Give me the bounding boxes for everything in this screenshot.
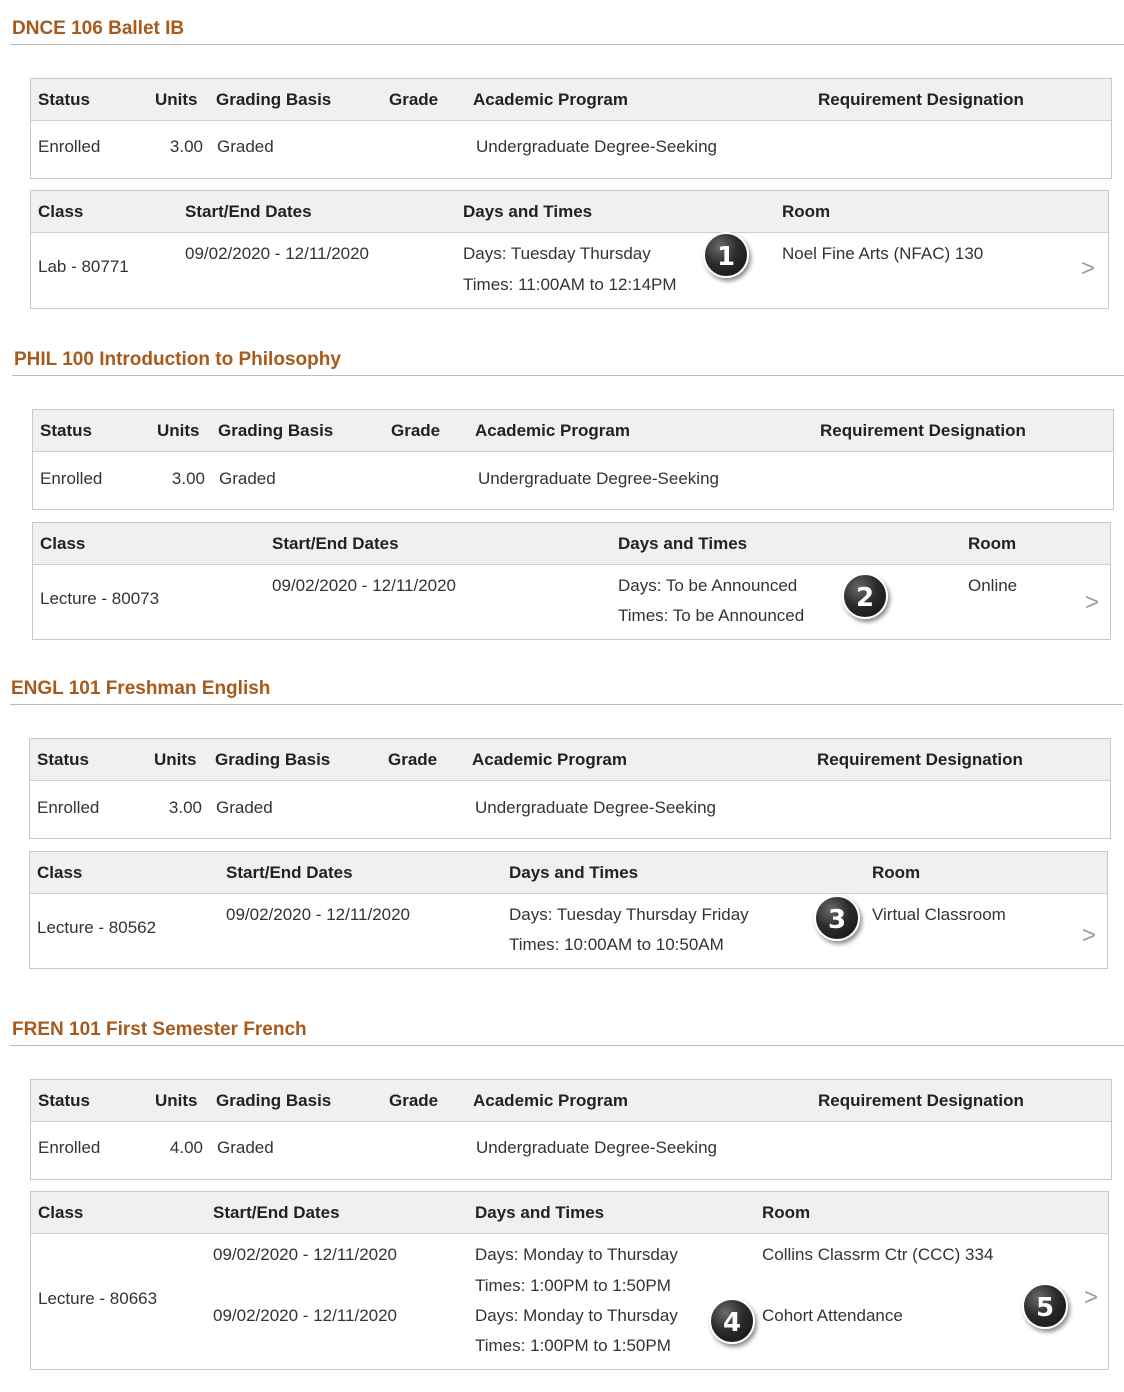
table-header bbox=[33, 523, 1110, 565]
header-class: Class bbox=[37, 863, 83, 882]
units-value: 4.00 bbox=[169, 1138, 203, 1157]
meeting-dates: 09/02/2020 - 12/11/2020 bbox=[185, 244, 370, 263]
meeting-days: Days: Monday to Thursday bbox=[475, 1306, 678, 1325]
meeting-room: Cohort Attendance bbox=[762, 1306, 903, 1325]
program-value: Undergraduate Degree-Seeking bbox=[476, 137, 717, 156]
status-value: Enrolled bbox=[38, 137, 101, 156]
status-value: Enrolled bbox=[40, 469, 103, 488]
course-title: ENGL 101 Freshman English bbox=[11, 678, 271, 699]
class-table[interactable] bbox=[29, 851, 1108, 969]
class-section: Lecture - 80663 bbox=[38, 1289, 158, 1308]
course-title: PHIL 100 Introduction to Philosophy bbox=[14, 349, 341, 370]
meeting-days: Days: Monday to Thursday bbox=[475, 1245, 678, 1264]
status-value: Enrolled bbox=[38, 1138, 101, 1157]
header-units: Units bbox=[154, 750, 197, 769]
callout-marker: 2 bbox=[842, 573, 888, 619]
header-grading-basis: Grading Basis bbox=[216, 1091, 332, 1110]
program-value: Undergraduate Degree-Seeking bbox=[476, 1138, 717, 1157]
header-units: Units bbox=[155, 1091, 198, 1110]
header-academic-program: Academic Program bbox=[473, 90, 628, 109]
header-grading-basis: Grading Basis bbox=[215, 750, 331, 769]
header-room: Room bbox=[968, 534, 1017, 553]
meeting-room: Online bbox=[968, 576, 1018, 595]
meeting-dates: 09/02/2020 - 12/11/2020 bbox=[213, 1245, 398, 1264]
header-dates: Start/End Dates bbox=[272, 534, 399, 553]
program-value: Undergraduate Degree-Seeking bbox=[478, 469, 719, 488]
enrollment-table bbox=[29, 738, 1111, 839]
meeting-days: Days: To be Announced bbox=[618, 576, 798, 595]
header-requirement: Requirement Designation bbox=[817, 750, 1023, 769]
header-units: Units bbox=[155, 90, 198, 109]
status-value: Enrolled bbox=[37, 798, 100, 817]
units-value: 3.00 bbox=[169, 137, 203, 156]
program-value: Undergraduate Degree-Seeking bbox=[475, 798, 716, 817]
callout-marker: 5 bbox=[1022, 1283, 1068, 1329]
meeting-times: Times: 10:00AM to 10:50AM bbox=[509, 935, 724, 954]
header-grading-basis: Grading Basis bbox=[218, 421, 334, 440]
meeting-dates: 09/02/2020 - 12/11/2020 bbox=[272, 576, 457, 595]
meeting-dates: 09/02/2020 - 12/11/2020 bbox=[213, 1306, 398, 1325]
header-grade: Grade bbox=[388, 750, 438, 769]
header-status: Status bbox=[37, 750, 89, 769]
class-section: Lecture - 80562 bbox=[37, 918, 157, 937]
header-days-times: Days and Times bbox=[463, 202, 593, 221]
course-title: FREN 101 First Semester French bbox=[12, 1019, 307, 1040]
header-status: Status bbox=[38, 90, 90, 109]
header-requirement: Requirement Designation bbox=[818, 1091, 1024, 1110]
header-days-times: Days and Times bbox=[509, 863, 639, 882]
meeting-days: Days: Tuesday Thursday bbox=[463, 244, 651, 263]
grading-value: Graded bbox=[217, 137, 274, 156]
enrollment-table bbox=[32, 409, 1114, 510]
grading-value: Graded bbox=[217, 1138, 274, 1157]
class-table[interactable] bbox=[30, 190, 1109, 309]
meeting-times: Times: 1:00PM to 1:50PM bbox=[475, 1336, 671, 1355]
class-section: Lecture - 80073 bbox=[40, 589, 160, 608]
callout-marker: 3 bbox=[814, 895, 860, 941]
header-days-times: Days and Times bbox=[618, 534, 748, 553]
enrollment-table bbox=[30, 1079, 1112, 1180]
meeting-times: Times: 11:00AM to 12:14PM bbox=[463, 275, 677, 294]
meeting-times: Times: To be Announced bbox=[618, 606, 805, 625]
chevron-right-icon[interactable]: > bbox=[1084, 589, 1099, 616]
meeting-room: Collins Classrm Ctr (CCC) 334 bbox=[762, 1245, 994, 1264]
meeting-times: Times: 1:00PM to 1:50PM bbox=[475, 1276, 671, 1295]
callout-marker: 4 bbox=[709, 1298, 755, 1344]
meeting-days: Days: Tuesday Thursday Friday bbox=[509, 905, 749, 924]
course-title: DNCE 106 Ballet IB bbox=[12, 18, 185, 39]
divider bbox=[12, 375, 1124, 376]
header-days-times: Days and Times bbox=[475, 1203, 605, 1222]
divider bbox=[10, 1045, 1124, 1046]
grading-value: Graded bbox=[216, 798, 273, 817]
meeting-dates: 09/02/2020 - 12/11/2020 bbox=[226, 905, 411, 924]
meeting-room: Noel Fine Arts (NFAC) 130 bbox=[782, 244, 984, 263]
chevron-right-icon[interactable]: > bbox=[1080, 255, 1095, 282]
header-class: Class bbox=[38, 202, 84, 221]
header-academic-program: Academic Program bbox=[472, 750, 627, 769]
chevron-right-icon[interactable]: > bbox=[1081, 922, 1096, 949]
header-grading-basis: Grading Basis bbox=[216, 90, 332, 109]
header-room: Room bbox=[872, 863, 921, 882]
header-grade: Grade bbox=[391, 421, 441, 440]
meeting-room: Virtual Classroom bbox=[872, 905, 1006, 924]
header-grade: Grade bbox=[389, 90, 439, 109]
header-requirement: Requirement Designation bbox=[818, 90, 1024, 109]
class-table[interactable] bbox=[32, 522, 1111, 640]
divider bbox=[10, 704, 1123, 705]
header-room: Room bbox=[782, 202, 831, 221]
header-grade: Grade bbox=[389, 1091, 439, 1110]
enrollment-table bbox=[30, 78, 1112, 179]
header-units: Units bbox=[157, 421, 200, 440]
divider bbox=[10, 44, 1124, 45]
chevron-right-icon[interactable]: > bbox=[1083, 1284, 1098, 1311]
header-academic-program: Academic Program bbox=[473, 1091, 628, 1110]
header-requirement: Requirement Designation bbox=[820, 421, 1026, 440]
header-status: Status bbox=[40, 421, 92, 440]
header-status: Status bbox=[38, 1091, 90, 1110]
class-table[interactable] bbox=[30, 1191, 1109, 1370]
header-academic-program: Academic Program bbox=[475, 421, 630, 440]
header-class: Class bbox=[38, 1203, 84, 1222]
units-value: 3.00 bbox=[171, 469, 205, 488]
header-dates: Start/End Dates bbox=[213, 1203, 340, 1222]
units-value: 3.00 bbox=[168, 798, 202, 817]
header-dates: Start/End Dates bbox=[226, 863, 353, 882]
header-class: Class bbox=[40, 534, 86, 553]
header-room: Room bbox=[762, 1203, 811, 1222]
callout-marker: 1 bbox=[703, 232, 749, 278]
class-section: Lab - 80771 bbox=[38, 257, 129, 276]
header-dates: Start/End Dates bbox=[185, 202, 312, 221]
grading-value: Graded bbox=[219, 469, 276, 488]
